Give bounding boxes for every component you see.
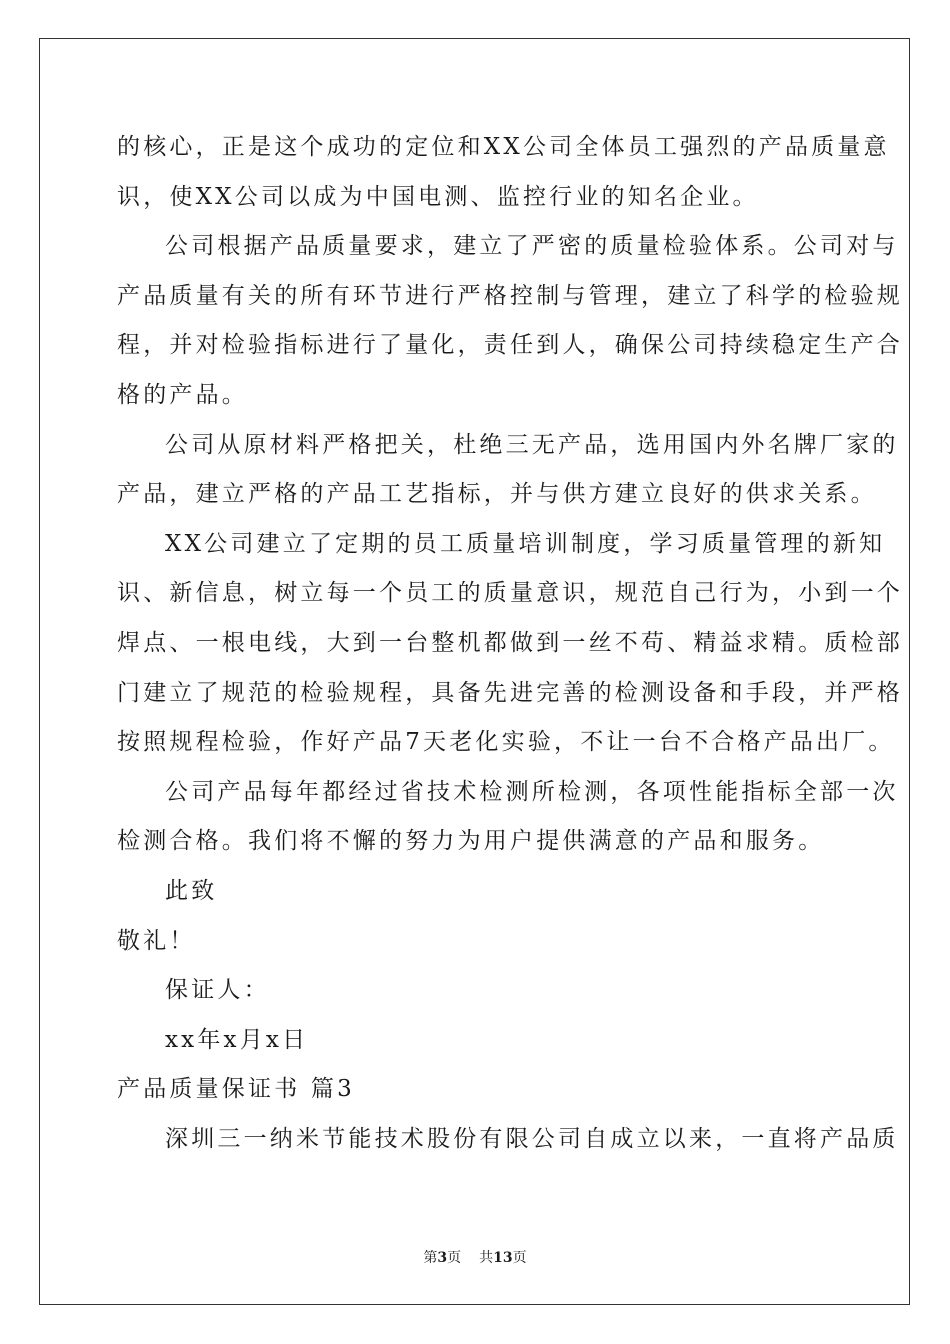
page-prefix: 第 (423, 1250, 438, 1266)
text-line: 格的产品。 (117, 381, 248, 408)
text-line: XX公司建立了定期的员工质量培训制度，学习质量管理的新知 (165, 530, 886, 557)
total-suffix: 页 (512, 1250, 527, 1266)
text-line: 公司产品每年都经过省技术检测所检测，各项性能指标全部一次 (165, 778, 899, 805)
page-footer (0, 1247, 950, 1267)
text-line: 的核心，正是这个成功的定位和XX公司全体员工强烈的产品质量意 (117, 134, 890, 160)
text-line: 按照规程检验，作好产品7天老化实验，不让一台不合格产品出厂。 (117, 729, 895, 756)
text-line: 识，使XX公司以成为中国电测、监控行业的知名企业。 (117, 183, 759, 210)
page-suffix: 页 (447, 1250, 462, 1266)
text-line: 产品质量有关的所有环节进行严格控制与管理，建立了科学的检验规 (117, 282, 903, 309)
total-pages: 13 (493, 1250, 513, 1266)
text-line: 产品，建立严格的产品工艺指标，并与供方建立良好的供求关系。 (117, 481, 877, 508)
text-line: 程，并对检验指标进行了量化，责任到人，确保公司持续稳定生产合 (117, 332, 903, 359)
document-body (117, 123, 903, 1164)
date-line: xx年x月x日 (165, 1026, 309, 1053)
text-line: 公司根据产品质量要求，建立了严密的质量检验体系。公司对与 (165, 233, 899, 260)
text-line: 识、新信息，树立每一个员工的质量意识，规范自己行为，小到一个 (117, 580, 903, 607)
closing-regards: 敬礼！ (117, 927, 196, 954)
text-line: 深圳三一纳米节能技术股份有限公司自成立以来，一直将产品质 (165, 1125, 899, 1152)
total-prefix: 共 (479, 1250, 494, 1266)
closing-salutation: 此致 (165, 877, 218, 904)
guarantor-label: 保证人： (165, 977, 270, 1004)
page-number: 3 (437, 1250, 448, 1266)
text-line: 焊点、一根电线，大到一台整机都做到一丝不苟、精益求精。质检部 (117, 629, 903, 656)
text-line: 检测合格。我们将不懈的努力为用户提供满意的产品和服务。 (117, 828, 825, 855)
text-line: 公司从原材料严格把关，杜绝三无产品，选用国内外名牌厂家的 (165, 431, 899, 458)
section-heading: 产品质量保证书 篇3 (117, 1076, 355, 1103)
text-line: 门建立了规范的检验规程，具备先进完善的检测设备和手段，并严格 (117, 679, 903, 706)
